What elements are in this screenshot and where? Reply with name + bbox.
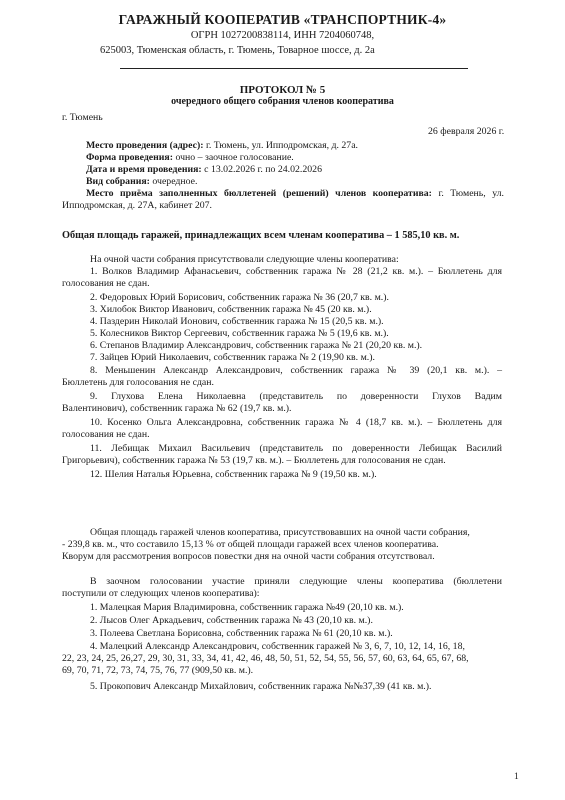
protocol-title: ПРОТОКОЛ № 5: [239, 84, 326, 96]
absentee-member-line: 69, 70, 71, 72, 73, 74, 75, 76, 77 (909,50 кв. м.).: [62, 665, 254, 676]
venue-line: [86, 140, 358, 151]
absentee-intro-1: В заочном голосовании участие приняли следующие члены кооператива (бюллетени: [90, 576, 502, 587]
absentee-member-line: 4. Малецкий Александр Александрович, собственник гаражей № 3, 6, 7, 10, 12, 14, 16, 18,: [90, 641, 465, 652]
ballots-label: Место приёма заполненных бюллетеней (решений) членов кооператива:: [86, 188, 432, 199]
dates-value: с 13.02.2026 г. по 24.02.2026: [204, 164, 322, 175]
dates-label: Дата и время проведения:: [86, 164, 202, 175]
form-line: [86, 152, 294, 163]
in-person-member-line: 10. Косенко Ольга Александровна, собственник гаража № 4 (18,7 кв. м.). – Бюллетень для: [90, 417, 502, 428]
absentee-member-line: 2. Лысов Олег Аркадьевич, собственник гаража № 43 (20,10 кв. м.).: [90, 615, 373, 626]
ballots-line: [86, 188, 504, 199]
organization-address: 625003, Тюменская область, г. Тюмень, Товарное шоссе, д. 2а: [100, 45, 375, 56]
quorum-line-3: Кворум для рассмотрения вопросов повестки дня на очной части собрания отсутствовал.: [62, 551, 435, 562]
organization-registry: ОГРН 1027200838114, ИНН 7204060748,: [190, 30, 375, 41]
in-person-member-line: 11. Лебищак Михаил Васильевич (представитель по доверенности Лебищак Василий: [90, 443, 502, 454]
in-person-member-line: 4. Паздерин Николай Ионович, собственник гаража № 15 (20,5 кв. м.).: [90, 316, 384, 327]
organization-name: ГАРАЖНЫЙ КООПЕРАТИВ «ТРАНСПОРТНИК-4»: [118, 12, 447, 27]
in-person-member-line: 6. Степанов Владимир Александрович, собственник гаража № 21 (20,20 кв. м.).: [90, 340, 423, 351]
in-person-member-line: 2. Федоровых Юрий Борисович, собственник гаража № 36 (20,7 кв. м.).: [90, 292, 389, 303]
in-person-member-line: 9. Глухова Елена Николаевна (представитель по доверенности Глухов Вадим: [90, 391, 502, 402]
type-label: Вид собрания:: [86, 176, 150, 187]
total-area: Общая площадь гаражей, принадлежащих всем членам кооператива – 1 585,10 кв. м.: [62, 230, 460, 241]
header-divider: [120, 68, 468, 69]
protocol-city: г. Тюмень: [62, 112, 103, 123]
type-value: очередное.: [152, 176, 198, 187]
page-number: 1: [514, 772, 519, 782]
form-label: Форма проведения:: [86, 152, 173, 163]
in-person-member-line: Бюллетень для голосования не сдан.: [62, 377, 214, 388]
in-person-member-line: 3. Хилобок Виктор Иванович, собственник гаража № 45 (20 кв. м.).: [90, 304, 372, 315]
protocol-subtitle: очередного общего собрания членов кооператива: [171, 96, 394, 107]
quorum-line-1: Общая площадь гаражей членов кооператива, присутствовавших на очной части собрания,: [90, 527, 470, 538]
absentee-member-line: 22, 23, 24, 25, 26,27, 29, 30, 31, 33, 34, 41, 42, 46, 48, 50, 51, 52, 54, 55, 56, 57, 60, 63, 64, 65, 67, 68,: [62, 653, 469, 664]
form-value: очно – заочное голосование.: [175, 152, 294, 163]
in-person-member-line: Григорьевич), собственник гаража № 53 (19,7 кв. м.). – Бюллетень для голосования не сдан.: [62, 455, 446, 466]
protocol-date: 26 февраля 2026 г.: [428, 126, 505, 137]
in-person-member-line: Валентинович), собственник гаража № 62 (19,7 кв. м.).: [62, 403, 292, 414]
in-person-member-line: 12. Шелия Наталья Юрьевна, собственник гаража № 9 (19,50 кв. м.).: [90, 469, 377, 480]
in-person-member-line: 1. Волков Владимир Афанасьевич, собственник гаража № 28 (21,2 кв. м.). – Бюллетень для: [90, 266, 502, 277]
in-person-member-line: голосования не сдан.: [62, 429, 150, 440]
in-person-intro: На очной части собрания присутствовали следующие члены кооператива:: [90, 254, 399, 265]
quorum-line-2: - 239,8 кв. м., что составило 15,13 % от общей площади гаражей всех членов кооператива.: [62, 539, 439, 550]
in-person-member-line: голосования не сдан.: [62, 278, 150, 289]
absentee-member-line: 1. Малецкая Мария Владимировна, собственник гаража №49 (20,10 кв. м.).: [90, 602, 404, 613]
absentee-intro-2: поступили от следующих членов кооператива):: [62, 588, 260, 599]
venue-label: Место проведения (адрес):: [86, 140, 204, 151]
in-person-member-line: 7. Зайцев Юрий Николаевич, собственник гаража № 2 (19,90 кв. м.).: [90, 352, 375, 363]
dates-line: [86, 164, 322, 175]
type-line: [86, 176, 197, 187]
absentee-member-line: 5. Прокопович Александр Михайлович, собственник гаража №№37,39 (41 кв. м.).: [90, 681, 432, 692]
absentee-member-line: 3. Полеева Светлана Борисовна, собственник гаража № 61 (20,10 кв. м.).: [90, 628, 393, 639]
ballots-value-2: Ипподромская, д. 27А, кабинет 207.: [62, 200, 212, 211]
in-person-member-line: 5. Колесников Виктор Сергеевич, собственник гаража № 5 (19,6 кв. м.).: [90, 328, 389, 339]
in-person-member-line: 8. Меньшенин Александр Александрович, собственник гаража № 39 (20,1 кв. м.). –: [90, 365, 502, 376]
ballots-value-1: г. Тюмень, ул.: [438, 188, 505, 199]
venue-value: г. Тюмень, ул. Ипподромская, д. 27а.: [205, 140, 359, 151]
